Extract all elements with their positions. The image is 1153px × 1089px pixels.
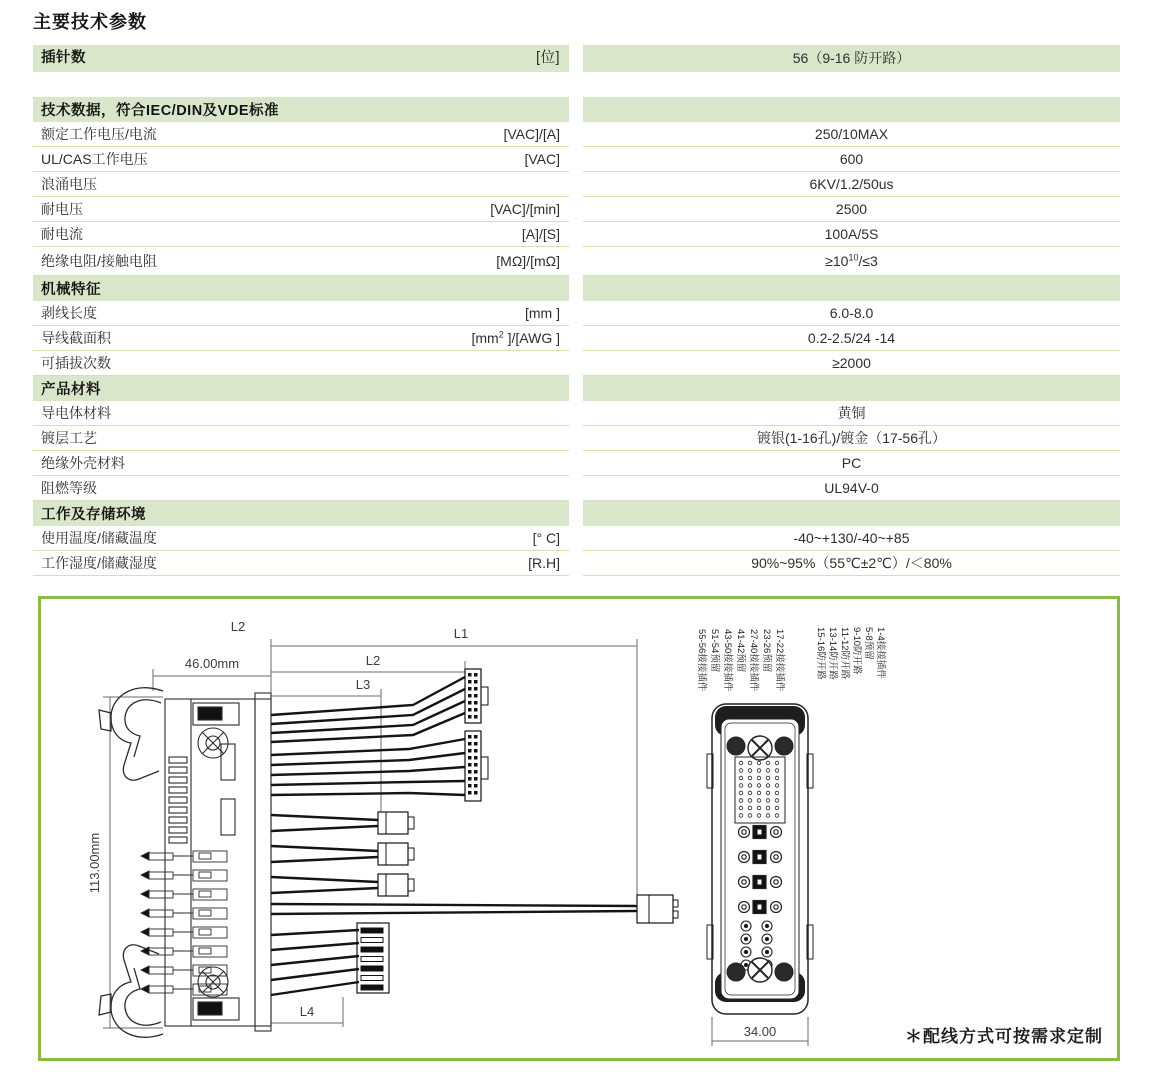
row-label: 耐电压 [41, 201, 83, 217]
multipin-connector-2 [465, 731, 488, 801]
spec-row [33, 426, 1120, 451]
row-value: PC [583, 451, 1120, 476]
pin-label: 55-56接接插件 [696, 629, 707, 692]
pin-assignment-labels [696, 627, 887, 692]
wire-bundle-top [271, 677, 465, 795]
section-header-band [583, 276, 1120, 301]
section-header [33, 276, 1120, 301]
row-label: 耐电流 [41, 226, 83, 242]
row-unit: [VAC] [524, 151, 560, 167]
row-value: 600 [583, 147, 1120, 172]
row-label: 浪涌电压 [41, 176, 97, 192]
spec-row [33, 326, 1120, 351]
pin-label: 5-8预留 [863, 627, 874, 660]
row-unit: [位] [535, 50, 560, 66]
dim-label-113mm: 113.00mm [87, 832, 102, 894]
custom-wiring-note: ＊配线方式可按需求定制 [905, 1027, 1103, 1046]
connector-drawing [41, 599, 1117, 1058]
section-header [33, 501, 1120, 526]
table-gap [33, 72, 1120, 97]
spec-row [33, 451, 1120, 476]
spec-row [33, 301, 1120, 326]
section-header-label: 工作及存储环境 [33, 501, 569, 526]
row-label: 导电体材料 [41, 405, 111, 421]
row-label: 绝缘电阻/接触电阻 [41, 252, 157, 269]
value-superscript: 10 [848, 252, 859, 263]
row-unit: [MΩ]/[mΩ] [496, 252, 560, 269]
row-value: 黄铜 [583, 401, 1120, 426]
section-header-label: 机械特征 [33, 276, 569, 301]
section-header-label: 技术数据，符合IEC/DIN及VDE标准 [33, 97, 569, 122]
spec-row [33, 526, 1120, 551]
pin-label: 15-16防开路 [815, 627, 826, 680]
spec-row [33, 172, 1120, 197]
technical-drawing-box [38, 596, 1120, 1061]
dim-label-34mm: 34.00 [743, 1024, 777, 1039]
row-unit: [VAC]/[A] [503, 126, 560, 142]
row-label: 使用温度/储藏温度 [41, 530, 157, 546]
pin-label: 41-42预留 [735, 629, 746, 673]
row-label: 剥线长度 [41, 305, 97, 321]
dim-label-l4: L4 [299, 1004, 315, 1019]
row-unit: [° C] [532, 530, 560, 546]
row-value: ≥2000 [583, 351, 1120, 376]
section-header-band [583, 376, 1120, 401]
row-label: 阻燃等级 [41, 480, 97, 496]
pin-label: 27-40接接插件 [748, 629, 759, 692]
row-unit: [R.H] [528, 555, 560, 571]
row-label: 额定工作电压/电流 [41, 126, 157, 142]
locking-lever-bottom [99, 945, 163, 1037]
row-value: 100A/5S [583, 222, 1120, 247]
page-title: 主要技术参数 [33, 12, 147, 32]
dim-label-l2-inner: L2 [365, 653, 381, 668]
row-label: 镀层工艺 [41, 430, 97, 446]
spec-row [33, 147, 1120, 172]
row-value: 90%~95%（55℃±2℃）/＜80% [583, 551, 1120, 576]
row-value: 56（9-16 防开路） [583, 45, 1120, 72]
row-value: UL94V-0 [583, 476, 1120, 501]
spec-row-pin-count [33, 45, 1120, 72]
spec-row [33, 401, 1120, 426]
row-label: 绝缘外壳材料 [41, 455, 125, 471]
section-header-label: 产品材料 [33, 376, 569, 401]
row-label: 导线截面积 [41, 330, 111, 346]
row-value: 0.2-2.5/24 -14 [583, 326, 1120, 351]
row-label: 插针数 [41, 50, 86, 66]
long-wire-connector [271, 895, 678, 923]
spec-row [33, 122, 1120, 147]
row-unit: [$mm^2$ ]/[AWG ] [471, 329, 560, 346]
section-header-band [583, 501, 1120, 526]
dim-label-l1: L1 [453, 626, 469, 641]
bottom-wire-group [271, 923, 389, 995]
pin-label: 9-10防开路 [851, 627, 862, 675]
spec-row [33, 351, 1120, 376]
row-value: 250/10MAX [583, 122, 1120, 147]
spec-row [33, 476, 1120, 501]
section-header [33, 97, 1120, 122]
spec-table [33, 45, 1120, 576]
section-header-band [583, 97, 1120, 122]
row-unit: [mm ] [525, 305, 560, 321]
row-label: UL/CAS工作电压 [41, 151, 148, 167]
row-value: -40~+130/-40~+85 [583, 526, 1120, 551]
locking-lever-top [99, 688, 163, 780]
row-value: $\ge 10^{10}/\le 3$ [583, 247, 1120, 276]
dim-label-46mm: 46.00mm [184, 656, 240, 671]
terminal-plungers [141, 851, 227, 995]
pin-label: 23-26预留 [761, 629, 772, 673]
dim-label-l3: L3 [355, 677, 371, 692]
row-unit: [VAC]/[min] [490, 201, 560, 217]
spec-row [33, 551, 1120, 576]
pin-label: 13-14防开路 [827, 627, 838, 680]
row-unit: [A]/[S] [521, 226, 560, 242]
pin-label: 51-54预留 [709, 629, 720, 673]
section-header [33, 376, 1120, 401]
spec-row [33, 222, 1120, 247]
spec-row [33, 247, 1120, 276]
multipin-connector-1 [465, 669, 488, 723]
row-label: 工作湿度/储藏湿度 [41, 555, 157, 571]
mid-connectors [271, 812, 414, 896]
unit-superscript: 2 [498, 329, 504, 340]
row-value: 6KV/1.2/50us [583, 172, 1120, 197]
pin-label: 43-50接接插件 [722, 629, 733, 692]
row-value: 6.0-8.0 [583, 301, 1120, 326]
row-value: 镀银(1-16孔)/镀金（17-56孔） [583, 426, 1120, 451]
pin-label: 1-4接接插件 [875, 627, 886, 679]
connector-front-view [707, 704, 813, 1014]
pin-label: 17-22接接插件 [774, 629, 785, 692]
row-value: 2500 [583, 197, 1120, 222]
row-label: 可插拔次数 [41, 355, 111, 371]
pin-label: 11-12防开路 [839, 627, 850, 680]
dim-label-l2-top: L2 [230, 619, 246, 634]
spec-row [33, 197, 1120, 222]
